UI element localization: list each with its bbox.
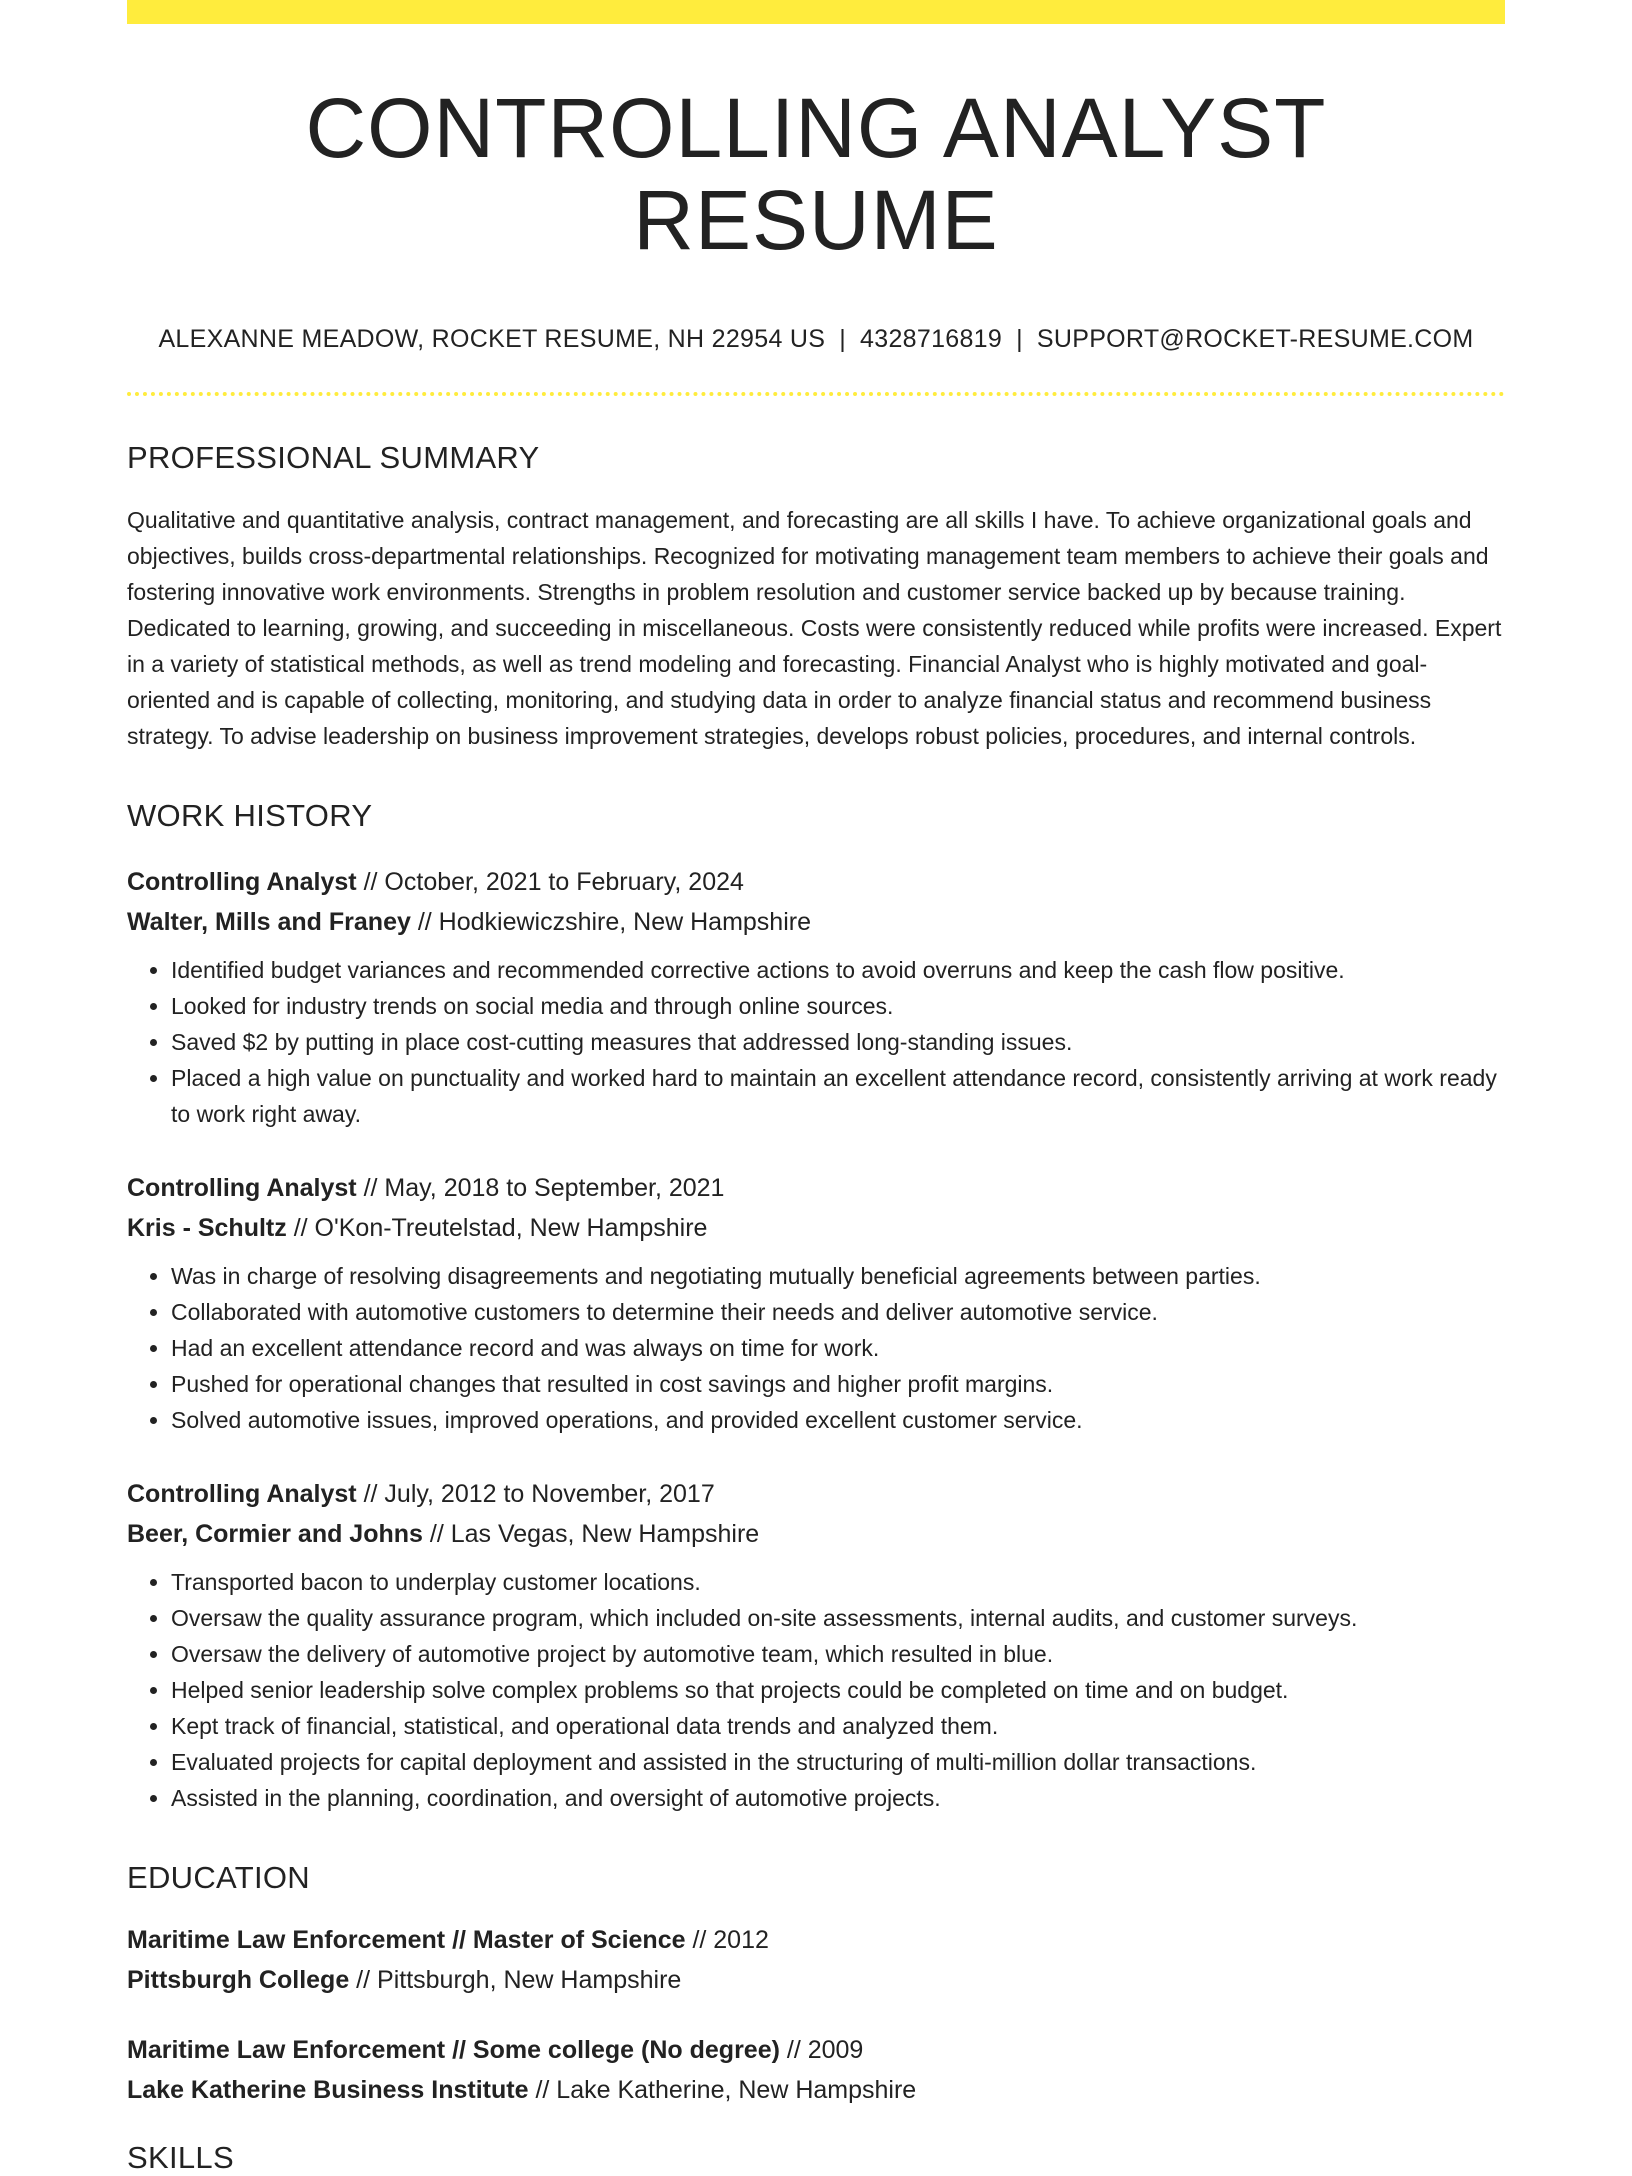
summary-heading: PROFESSIONAL SUMMARY [127,439,540,475]
job-bullet: • Evaluated projects for capital deployment and assisted in the structuring of multi-million dollar transactions. [171,1744,1505,1780]
education-school: Lake Katherine Business Institute [127,2075,529,2104]
job-bullet: • Saved $2 by putting in place cost-cutting measures that addressed long-standing issues. [171,1024,1505,1060]
contact-separator: | [1016,324,1023,353]
job-location: // O'Kon-Treutelstad, New Hampshire [286,1213,708,1242]
job-bullet: • Pushed for operational changes that resulted in cost savings and higher profit margins. [171,1366,1505,1402]
job-dates: // May, 2018 to September, 2021 [356,1173,725,1202]
job-dates: // October, 2021 to February, 2024 [356,867,744,896]
job-bullets [127,952,1505,1132]
education-school: Pittsburgh College [127,1965,350,1994]
job-bullet: • Oversaw the delivery of automotive project by automotive team, which resulted in blue. [171,1636,1505,1672]
job-title-line [127,1474,1505,1514]
job-company: Walter, Mills and Franey [127,907,411,936]
job-bullet: • Solved automotive issues, improved operations, and provided excellent customer service. [171,1402,1505,1438]
job-company-line [127,1208,1505,1248]
resume-page [127,0,1505,2176]
job-bullet: • Oversaw the quality assurance program, which included on-site assessments, internal audits, and customer surveys. [171,1600,1505,1636]
education-entry [127,1920,1505,2000]
job-bullets [127,1564,1505,1816]
job-title-line [127,862,1505,902]
job-entry [127,1474,1505,1816]
job-title-line [127,1168,1505,1208]
job-bullet: • Identified budget variances and recommended corrective actions to avoid overruns and keep the cash flow positive. [171,952,1505,988]
education-year: // 2012 [685,1925,769,1954]
contact-separator: | [839,324,847,353]
top-accent-bar [127,0,1505,24]
education-entry [127,2030,1505,2110]
job-company-line [127,902,1505,942]
job-location: // Las Vegas, New Hampshire [422,1519,760,1548]
job-title: Controlling Analyst [127,1173,357,1202]
job-title: Controlling Analyst [127,1479,357,1508]
work-history-heading: WORK HISTORY [127,797,373,833]
job-bullet: • Helped senior leadership solve complex problems so that projects could be completed on time and on budget. [171,1672,1505,1708]
job-bullet: • Kept track of financial, statistical, and operational data trends and analyzed them. [171,1708,1505,1744]
job-bullet: • Placed a high value on punctuality and worked hard to maintain an excellent attendance record, consistently arriving at work ready to work right away. [171,1060,1505,1132]
education-degree: Maritime Law Enforcement // Some college (No degree) [127,2035,780,2064]
skills-heading: SKILLS [127,2139,234,2175]
job-dates: // July, 2012 to November, 2017 [356,1479,715,1508]
job-bullet: • Was in charge of resolving disagreements and negotiating mutually beneficial agreements between parties. [171,1258,1505,1294]
education-degree: Maritime Law Enforcement // Master of Science [127,1925,686,1954]
education-year: // 2009 [779,2035,864,2064]
education-degree-line [127,1920,1505,1960]
job-bullet: • Transported bacon to underplay customer locations. [171,1564,1505,1600]
job-company: Beer, Cormier and Johns [127,1519,423,1548]
job-company-line [127,1514,1505,1554]
job-bullet: • Had an excellent attendance record and was always on time for work. [171,1330,1505,1366]
job-title: Controlling Analyst [127,867,357,896]
job-bullet: • Assisted in the planning, coordination, and oversight of automotive projects. [171,1780,1505,1816]
summary-text: Qualitative and quantitative analysis, contract management, and forecasting are all skills I have. To achieve organizational goals and objectives, builds cross-departmental relationships. Recognized for motivating management team members to achieve their goals and fostering innovative work environments. Strengths in problem resolution and customer service backed up by because training. Dedicated to learning, growing, and succeeding in miscellaneous. Costs were consistently reduced while profits were increased. Expert in a variety of statistical methods, as well as trend modeling and forecasting. Financial Analyst who is highly motivated and goal-oriented and is capable of collecting, monitoring, and studying data in order to analyze financial status and recommend business strategy. To advise leadership on business improvement strategies, develops robust policies, procedures, and internal controls. [127,506,1502,749]
job-bullet: • Collaborated with automotive customers to determine their needs and deliver automotive service. [171,1294,1505,1330]
resume-title: CONTROLLING ANALYST RESUME [305,81,1327,268]
contact-phone: 4328716819 [860,324,1003,353]
job-location: // Hodkiewiczshire, New Hampshire [410,907,811,936]
contact-line [127,325,1505,354]
education-location: // Lake Katherine, New Hampshire [528,2075,917,2104]
education-location: // Pittsburgh, New Hampshire [349,1965,682,1994]
dotted-divider [127,392,1505,396]
job-bullet: • Looked for industry trends on social media and through online sources. [171,988,1505,1024]
contact-address: ALEXANNE MEADOW, ROCKET RESUME, NH 22954 US [158,324,826,353]
education-degree-line [127,2030,1505,2070]
education-school-line [127,1960,1505,2000]
job-bullets [127,1258,1505,1438]
education-school-line [127,2070,1505,2110]
job-entry [127,1168,1505,1438]
contact-email: SUPPORT@ROCKET-RESUME.COM [1036,324,1474,353]
job-entry [127,862,1505,1132]
job-company: Kris - Schultz [127,1213,287,1242]
education-heading: EDUCATION [127,1859,310,1895]
